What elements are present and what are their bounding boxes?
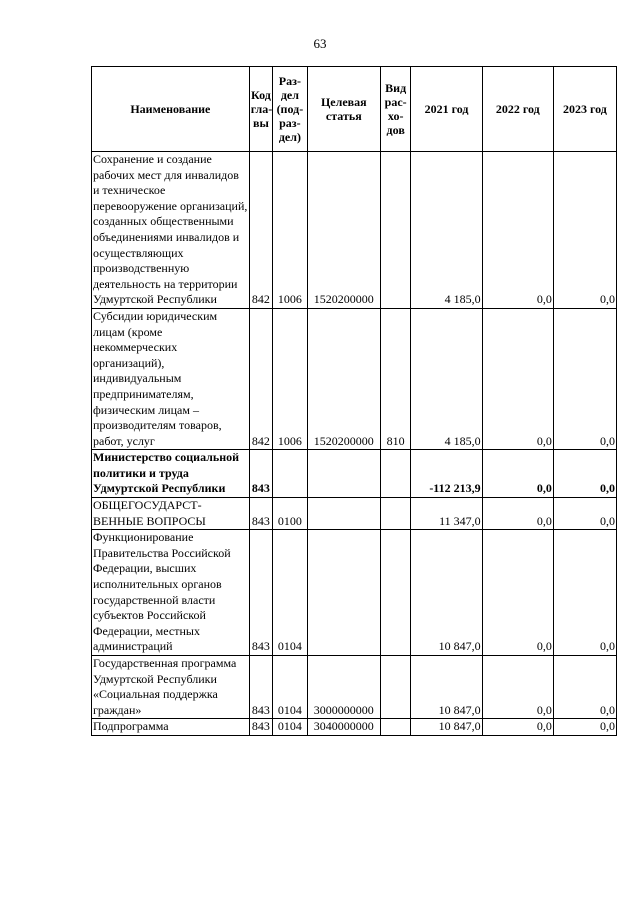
cell-kod: 843 bbox=[249, 656, 272, 719]
cell-celevaya: 1520200000 bbox=[307, 308, 380, 449]
cell-celevaya bbox=[307, 530, 380, 656]
cell-name: ОБЩЕГОСУДАРСТ-ВЕННЫЕ ВОПРОСЫ bbox=[92, 498, 250, 530]
cell-name: Министерство социальной политики и труда Удмуртской Республики bbox=[92, 450, 250, 498]
cell-vid bbox=[380, 656, 411, 719]
cell-2021: -112 213,9 bbox=[411, 450, 482, 498]
cell-razdel: 0104 bbox=[273, 530, 308, 656]
cell-kod: 843 bbox=[249, 498, 272, 530]
cell-celevaya: 3040000000 bbox=[307, 719, 380, 736]
cell-razdel: 0100 bbox=[273, 498, 308, 530]
cell-vid bbox=[380, 498, 411, 530]
table-row bbox=[92, 498, 617, 530]
cell-2023: 0,0 bbox=[553, 656, 616, 719]
page-number: 63 bbox=[313, 36, 327, 51]
cell-celevaya bbox=[307, 498, 380, 530]
cell-2022: 0,0 bbox=[482, 719, 553, 736]
cell-vid bbox=[380, 152, 411, 309]
cell-2023: 0,0 bbox=[553, 498, 616, 530]
table-row bbox=[92, 308, 617, 449]
budget-table bbox=[91, 66, 617, 736]
cell-2022: 0,0 bbox=[482, 530, 553, 656]
cell-vid: 810 bbox=[380, 308, 411, 449]
cell-2021: 10 847,0 bbox=[411, 719, 482, 736]
cell-celevaya bbox=[307, 450, 380, 498]
cell-2022: 0,0 bbox=[482, 656, 553, 719]
header-name: Наименование bbox=[92, 67, 250, 152]
cell-2021: 11 347,0 bbox=[411, 498, 482, 530]
cell-2022: 0,0 bbox=[482, 152, 553, 309]
table-row bbox=[92, 719, 617, 736]
table-row bbox=[92, 450, 617, 498]
cell-2021: 10 847,0 bbox=[411, 530, 482, 656]
cell-2021: 4 185,0 bbox=[411, 308, 482, 449]
cell-2023: 0,0 bbox=[553, 152, 616, 309]
header-vid: Вид рас-хо-дов bbox=[380, 67, 411, 152]
cell-razdel bbox=[273, 450, 308, 498]
cell-2023: 0,0 bbox=[553, 450, 616, 498]
cell-name: Функционирование Правительства Российской Федерации, высших исполнительных органов государственной власти субъектов Российской Федерации, местных администраций bbox=[92, 530, 250, 656]
table-row bbox=[92, 656, 617, 719]
cell-name: Государственная программа Удмуртской Республики «Социальная поддержка граждан» bbox=[92, 656, 250, 719]
table-row bbox=[92, 152, 617, 309]
cell-razdel: 1006 bbox=[273, 152, 308, 309]
cell-celevaya: 3000000000 bbox=[307, 656, 380, 719]
cell-celevaya: 1520200000 bbox=[307, 152, 380, 309]
cell-name: Сохранение и создание рабочих мест для инвалидов и техническое перевооружение организаций, созданных общественными объединениями инвалидов и осуществляющих производственную деятельность на территории Удмуртской Республики bbox=[92, 152, 250, 309]
cell-2022: 0,0 bbox=[482, 450, 553, 498]
cell-kod: 842 bbox=[249, 308, 272, 449]
cell-name: Субсидии юридическим лицам (кроме некоммерческих организаций), индивидуальным предпринимателям, физическим лицам – производителям товаров, работ, услуг bbox=[92, 308, 250, 449]
cell-name: Подпрограмма bbox=[92, 719, 250, 736]
cell-2023: 0,0 bbox=[553, 719, 616, 736]
cell-vid bbox=[380, 719, 411, 736]
cell-vid bbox=[380, 530, 411, 656]
header-kod: Код гла-вы bbox=[249, 67, 272, 152]
header-celevaya: Целевая статья bbox=[307, 67, 380, 152]
header-2021: 2021 год bbox=[411, 67, 482, 152]
cell-2022: 0,0 bbox=[482, 498, 553, 530]
cell-vid bbox=[380, 450, 411, 498]
table-row bbox=[92, 530, 617, 656]
cell-2022: 0,0 bbox=[482, 308, 553, 449]
cell-razdel: 0104 bbox=[273, 656, 308, 719]
cell-kod: 842 bbox=[249, 152, 272, 309]
cell-kod: 843 bbox=[249, 530, 272, 656]
cell-2023: 0,0 bbox=[553, 308, 616, 449]
table-header-row bbox=[92, 67, 617, 152]
cell-razdel: 0104 bbox=[273, 719, 308, 736]
header-razdel: Раз-дел (под-раз-дел) bbox=[273, 67, 308, 152]
cell-2021: 4 185,0 bbox=[411, 152, 482, 309]
cell-kod: 843 bbox=[249, 450, 272, 498]
cell-2021: 10 847,0 bbox=[411, 656, 482, 719]
header-2022: 2022 год bbox=[482, 67, 553, 152]
cell-razdel: 1006 bbox=[273, 308, 308, 449]
cell-2023: 0,0 bbox=[553, 530, 616, 656]
cell-kod: 843 bbox=[249, 719, 272, 736]
header-2023: 2023 год bbox=[553, 67, 616, 152]
